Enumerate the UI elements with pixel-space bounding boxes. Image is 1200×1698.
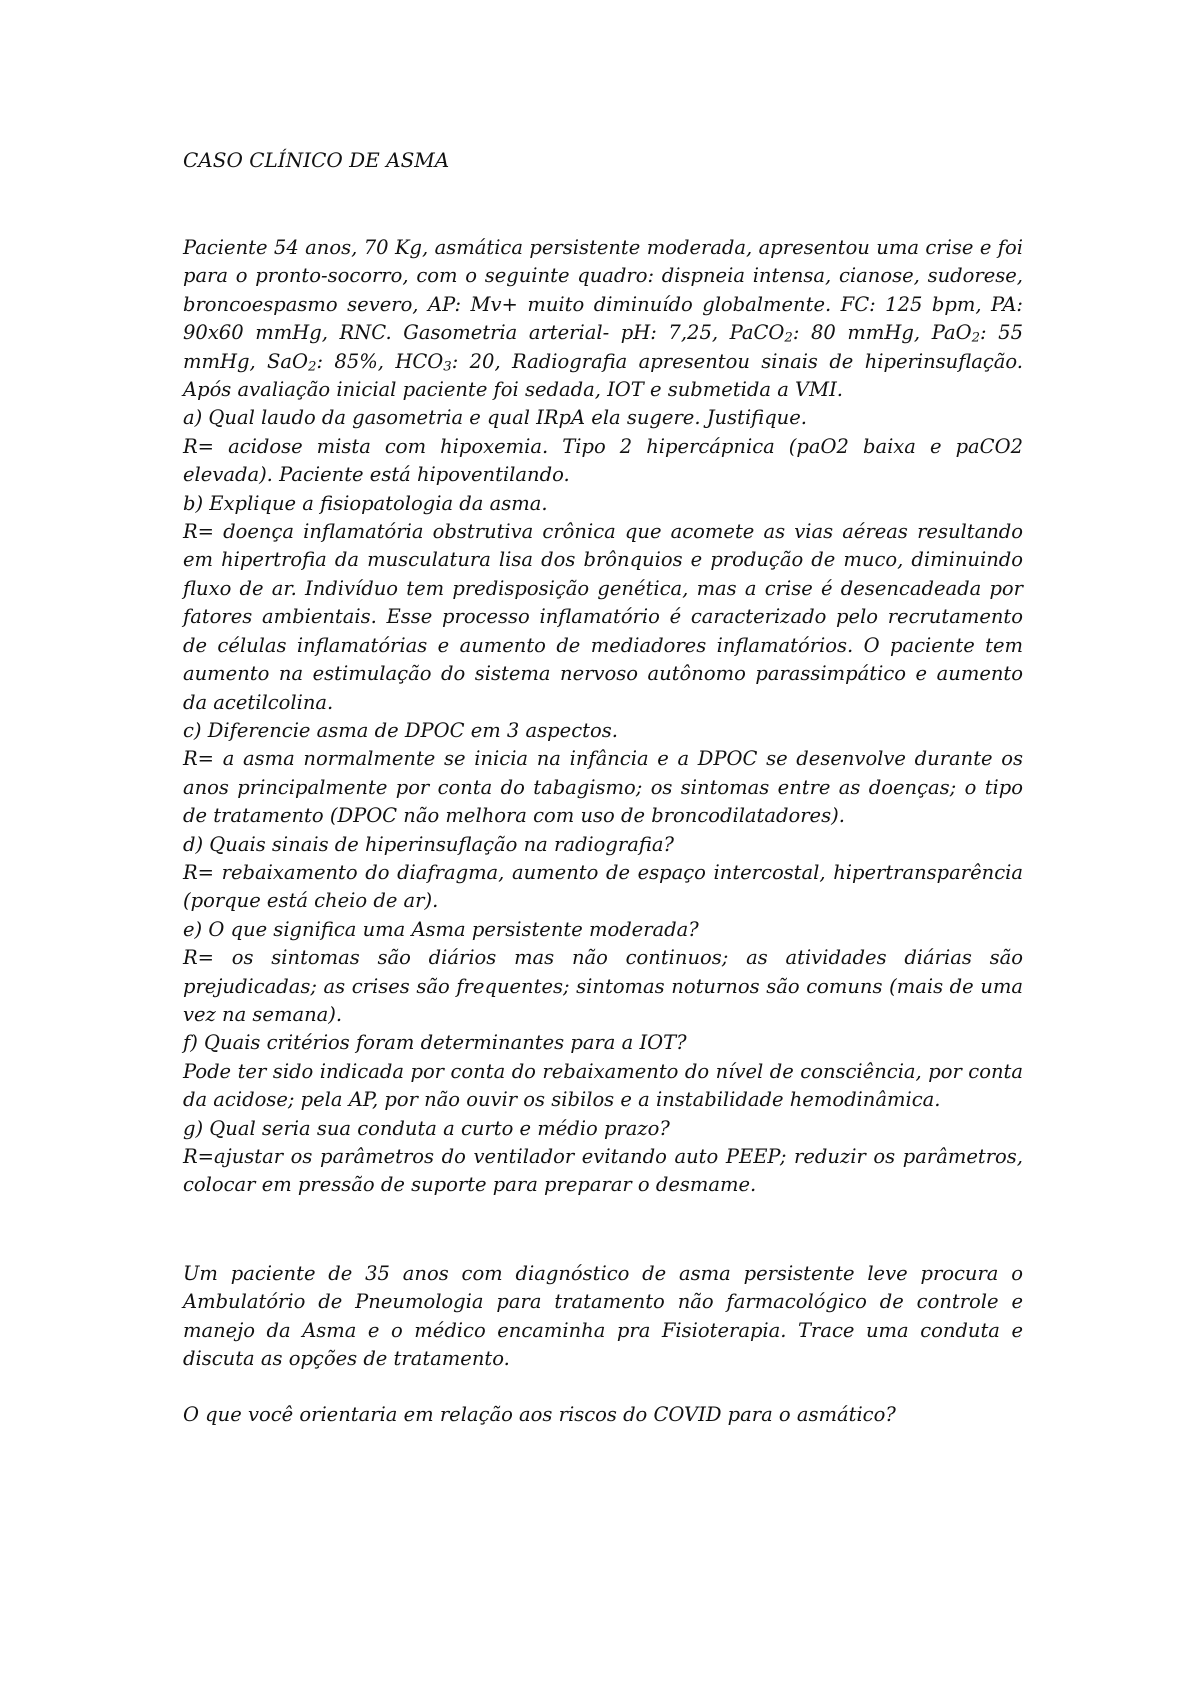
question-c: c) Diferencie asma de DPOC em 3 aspectos. (183, 718, 618, 742)
case-intro-paragraph (183, 234, 1023, 404)
case-intro-text-4: : 85%, HCO (316, 349, 444, 373)
case-intro-text-3: : 55 mmHg, SaO (183, 321, 1023, 373)
answer-e: R= os sintomas são diários mas não continuos; as atividades diárias são prejudicadas; as crises são frequentes; sintomas noturnos são comuns (mais de uma vez na semana). (183, 946, 1023, 1026)
answer-c: R= a asma normalmente se inicia na infância e a DPOC se desenvolve durante os anos principalmente por conta do tabagismo; os sintomas entre as doenças; o tipo de tratamento (DPOC não melhora com uso de broncodilatadores). (183, 747, 1023, 828)
question-b: b) Explique a fisiopatologia da asma. (183, 491, 548, 515)
document-page (183, 0, 1023, 1698)
answer-b: R= doença inflamatória obstrutiva crônica que acomete as vias aéreas resultando em hipertrofia da musculatura lisa dos brônquios e produção de muco, diminuindo fluxo de ar. Indivíduo tem predisposição genética, mas a crise é desencadeada por fatores ambientais. Esse processo inflamatório é caracterizado pelo recrutamento de células inflamatórias e aumento de mediadores inflamatórios. O paciente tem aumento na estimulação do sistema nervoso autônomo parassimpático e aumento da acetilcolina. (183, 520, 1023, 714)
answer-f: Pode ter sido indicada por conta do rebaixamento do nível de consciência, por conta da acidose; pela AP, por não ouvir os sibilos e a instabilidade hemodinâmica. (183, 1059, 1023, 1112)
document-title: CASO CLÍNICO DE ASMA (183, 148, 450, 172)
case-intro-text-1: Paciente 54 anos, 70 Kg, asmática persistente moderada, apresentou uma crise e foi para o pronto-socorro, com o seguinte quadro: dispneia intensa, cianose, sudorese, broncoespasmo severo, AP: Mv+ muito diminuído globalmente. FC: 125 bpm, PA: 90x60 mmHg, RNC. Gasometria arterial- pH: 7,25, PaCO (183, 236, 1023, 345)
second-case-paragraph: Um paciente de 35 anos com diagnóstico de asma persistente leve procura o Ambulatório de Pneumologia para tratamento não farmacológico de controle e manejo da Asma e o médico encaminha pra Fisioterapia. Trace uma conduta e discuta as opções de tratamento. (183, 1262, 1023, 1371)
case-intro-subscript-3: 2 (308, 359, 317, 375)
answer-a: R= acidose mista com hipoxemia. Tipo 2 hipercápnica (paO2 baixa e paCO2 elevada). Paciente está hipoventilando. (183, 434, 1023, 487)
case-intro-subscript-1: 2 (784, 330, 793, 346)
question-e: e) O que significa uma Asma persistente moderada? (183, 917, 699, 941)
covid-question: O que você orientaria em relação aos riscos do COVID para o asmático? (183, 1403, 896, 1426)
case-intro-subscript-4: 3 (443, 359, 452, 375)
clinical-case-block (183, 234, 1023, 1200)
second-case-block (183, 1260, 1023, 1374)
question-a: a) Qual laudo da gasometria e qual IRpA ela sugere. Justifique. (183, 406, 807, 430)
question-f: f) Quais critérios foram determinantes para a IOT? (183, 1031, 687, 1055)
case-intro-text-2: : 80 mmHg, PaO (792, 321, 972, 345)
covid-question-block (183, 1401, 1023, 1429)
answer-g: R=ajustar os parâmetros do ventilador evitando auto PEEP; reduzir os parâmetros, colocar em pressão de suporte para preparar o desmame. (183, 1145, 1023, 1197)
question-g: g) Qual seria sua conduta a curto e médio prazo? (183, 1116, 670, 1140)
case-intro-text-5: : 20, Radiografia apresentou sinais de hiperinsuflação. Após avaliação inicial paciente foi sedada, IOT e submetida a VMI. (183, 349, 1024, 402)
question-d: d) Quais sinais de hiperinsuflação na radiografia? (183, 832, 674, 856)
answer-d: R= rebaixamento do diafragma, aumento de espaço intercostal, hipertransparência (porque está cheio de ar). (183, 860, 1023, 913)
case-intro-subscript-2: 2 (971, 330, 980, 346)
